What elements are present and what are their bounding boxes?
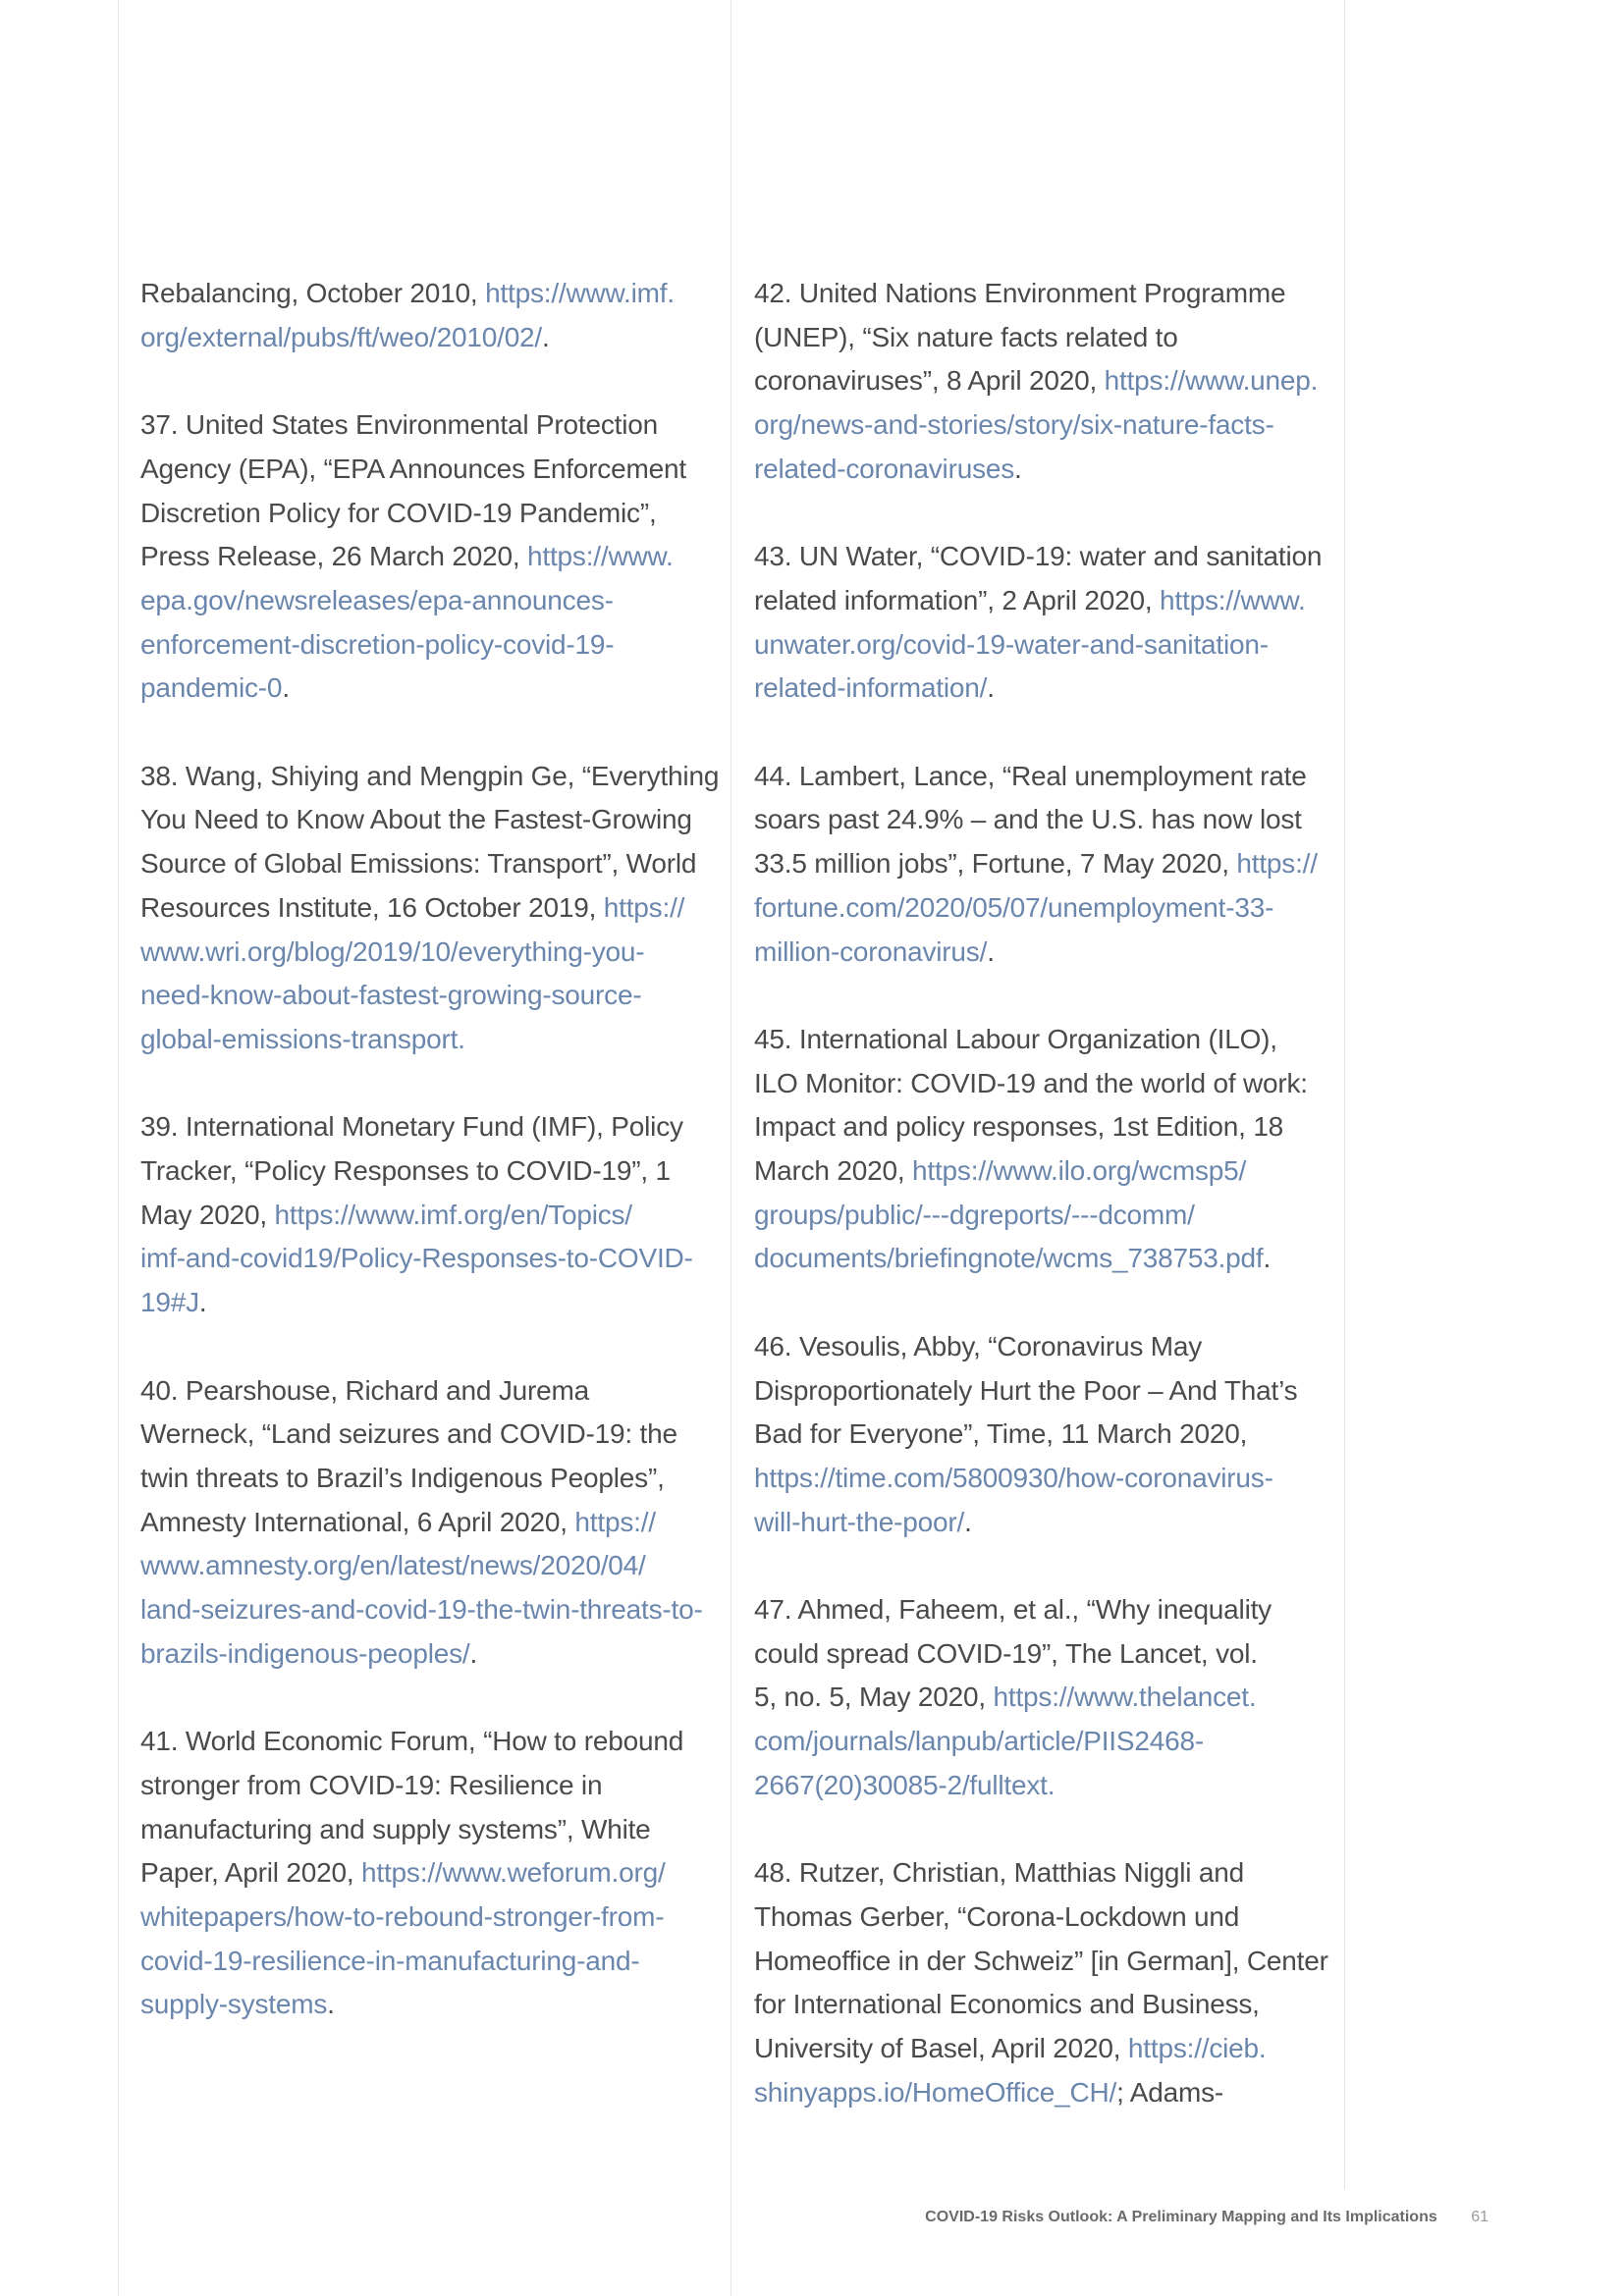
reference-line	[754, 1983, 1348, 2027]
reference-line	[754, 667, 1348, 711]
reference-link[interactable]: https://www.imf.org/en/Topics/	[274, 1199, 632, 1230]
reference-entry	[754, 1588, 1348, 1808]
reference-text: 47. Ahmed, Faheem, et al., “Why inequality	[754, 1594, 1272, 1626]
reference-line	[140, 1896, 734, 1940]
reference-line	[140, 492, 734, 536]
reference-text: Resources Institute, 16 October 2019,	[140, 891, 604, 923]
reference-link[interactable]: documents/briefingnote/wcms_738753.pdf	[754, 1243, 1264, 1274]
reference-text: Thomas Gerber, “Corona-Lockdown und	[754, 1900, 1240, 1932]
reference-text: 37. United States Environmental Protection	[140, 409, 659, 441]
reference-line	[140, 842, 734, 886]
reference-line	[754, 1018, 1348, 1062]
reference-text: ; Adams-	[1116, 2076, 1224, 2108]
reference-entry	[140, 1105, 734, 1325]
reference-text: Paper, April 2020,	[140, 1857, 362, 1889]
reference-text: coronaviruses”, 8 April 2020,	[754, 365, 1105, 397]
reference-text: ILO Monitor: COVID-19 and the world of work:	[754, 1067, 1308, 1098]
reference-link[interactable]: com/journals/lanpub/article/PIIS2468-	[754, 1726, 1204, 1757]
references-right-column	[754, 272, 1348, 2159]
reference-text: could spread COVID-19”, The Lancet, vol.	[754, 1637, 1258, 1669]
reference-line	[754, 1237, 1348, 1281]
reference-entry	[754, 272, 1348, 492]
reference-link[interactable]: fortune.com/2020/05/07/unemployment-33-	[754, 891, 1274, 923]
reference-text: Discretion Policy for COVID-19 Pandemic”,	[140, 497, 657, 528]
reference-line	[754, 1632, 1348, 1677]
reference-text: 48. Rutzer, Christian, Matthias Niggli and	[754, 1857, 1244, 1889]
reference-text: .	[542, 321, 550, 352]
page-footer	[925, 2209, 1489, 2226]
page-number: 61	[1471, 2209, 1489, 2225]
reference-line	[140, 1237, 734, 1281]
reference-line	[140, 1632, 734, 1677]
reference-link[interactable]: groups/public/---dgreports/---dcomm/	[754, 1199, 1195, 1230]
reference-line	[140, 535, 734, 579]
reference-text: 45. International Labour Organization (ILO),	[754, 1023, 1277, 1054]
reference-line	[754, 579, 1348, 623]
reference-line	[140, 667, 734, 711]
reference-line	[754, 1940, 1348, 1984]
reference-line	[754, 1676, 1348, 1720]
reference-text: 40. Pearshouse, Richard and Jurema	[140, 1374, 590, 1406]
reference-line	[140, 1281, 734, 1325]
reference-link[interactable]: need-know-about-fastest-growing-source-	[140, 980, 642, 1011]
reference-line	[754, 359, 1348, 403]
reference-link[interactable]: will-hurt-the-poor/	[754, 1506, 965, 1537]
reference-line	[140, 1940, 734, 1984]
reference-line	[754, 316, 1348, 360]
reference-entry	[140, 272, 734, 359]
reference-text: stronger from COVID-19: Resilience in	[140, 1769, 603, 1800]
reference-text: 42. United Nations Environment Programme	[754, 278, 1286, 308]
reference-text: Agency (EPA), “EPA Announces Enforcement	[140, 453, 686, 484]
reference-text: 33.5 million jobs”, Fortune, 7 May 2020,	[754, 848, 1237, 880]
reference-link[interactable]: https://www.	[1160, 584, 1306, 615]
reference-text: twin threats to Brazil’s Indigenous Peoples”,	[140, 1462, 665, 1493]
reference-line	[754, 535, 1348, 579]
reference-link[interactable]: https://www.unep.	[1104, 365, 1319, 397]
reference-line	[754, 1764, 1348, 1808]
reference-link[interactable]: unwater.org/covid-19-water-and-sanitation-	[754, 628, 1269, 660]
reference-text: 46. Vesoulis, Abby, “Coronavirus May	[754, 1330, 1203, 1362]
reference-line	[140, 1764, 734, 1808]
reference-text: You Need to Know About the Fastest-Growing	[140, 804, 692, 835]
reference-line	[754, 1501, 1348, 1545]
reference-line	[140, 1588, 734, 1632]
reference-text: Werneck, “Land seizures and COVID-19: the	[140, 1418, 677, 1450]
reference-link[interactable]: org/external/pubs/ft/weo/2010/02/	[140, 321, 543, 352]
reference-text: .	[1263, 1243, 1272, 1274]
reference-line	[754, 931, 1348, 975]
reference-entry	[140, 1720, 734, 2027]
reference-text: .	[198, 1287, 207, 1318]
reference-line	[140, 272, 734, 316]
reference-link[interactable]: https://www.weforum.org/	[361, 1857, 666, 1889]
reference-link[interactable]: https://cieb.	[1127, 2033, 1267, 2064]
reference-line	[140, 448, 734, 492]
reference-text: .	[964, 1506, 972, 1537]
reference-entry	[754, 1325, 1348, 1545]
reference-link[interactable]: https://www.imf.	[485, 278, 675, 308]
reference-text: 44. Lambert, Lance, “Real unemployment rate	[754, 760, 1307, 791]
reference-text: Amnesty International, 6 April 2020,	[140, 1506, 575, 1537]
reference-text: Impact and policy responses, 1st Edition, 18	[754, 1111, 1284, 1143]
reference-link[interactable]: https://time.com/5800930/how-coronavirus-	[754, 1462, 1273, 1493]
reference-link[interactable]: https://	[574, 1506, 656, 1537]
reference-line	[754, 1105, 1348, 1149]
reference-link[interactable]: https://www.	[527, 541, 674, 572]
reference-line	[140, 403, 734, 448]
reference-link[interactable]: whitepapers/how-to-rebound-stronger-from-	[140, 1900, 665, 1932]
reference-text: Bad for Everyone”, Time, 11 March 2020,	[754, 1418, 1248, 1450]
reference-link[interactable]: org/news-and-stories/story/six-nature-facts-	[754, 409, 1274, 441]
reference-link[interactable]: pandemic-0	[140, 672, 283, 704]
reference-link[interactable]: imf-and-covid19/Policy-Responses-to-COVID-	[140, 1243, 693, 1274]
reference-line	[140, 623, 734, 667]
reference-text: University of Basel, April 2020,	[754, 2033, 1128, 2064]
reference-text: for International Economics and Business,	[754, 1989, 1260, 2020]
reference-link[interactable]: global-emissions-transport.	[140, 1023, 465, 1054]
reference-link[interactable]: million-coronavirus/	[754, 935, 988, 967]
reference-text: March 2020,	[754, 1155, 913, 1187]
footer-title: COVID-19 Risks Outlook: A Preliminary Mapping and Its Implications	[925, 2209, 1437, 2225]
reference-line	[140, 1720, 734, 1764]
reference-line	[140, 1105, 734, 1149]
reference-line	[754, 1851, 1348, 1896]
reference-line	[754, 886, 1348, 931]
reference-text: 5, no. 5, May 2020,	[754, 1682, 994, 1713]
reference-line	[140, 1194, 734, 1238]
reference-line	[140, 1018, 734, 1062]
reference-link[interactable]: https://	[1236, 848, 1318, 880]
reference-line	[754, 1194, 1348, 1238]
reference-link[interactable]: supply-systems	[140, 1989, 328, 2020]
reference-line	[754, 1896, 1348, 1940]
reference-line	[754, 623, 1348, 667]
reference-line	[754, 798, 1348, 842]
reference-link[interactable]: related-coronaviruses	[754, 453, 1015, 484]
reference-line	[754, 842, 1348, 886]
reference-line	[754, 1588, 1348, 1632]
reference-text: manufacturing and supply systems”, White	[140, 1813, 651, 1844]
reference-text: .	[469, 1637, 478, 1669]
reference-text: Press Release, 26 March 2020,	[140, 541, 527, 572]
reference-text: .	[327, 1989, 335, 2020]
reference-entry	[754, 1851, 1348, 2114]
reference-line	[140, 1501, 734, 1545]
reference-entry	[140, 1369, 734, 1677]
references-left-column	[140, 272, 734, 2071]
reference-link[interactable]: www.wri.org/blog/2019/10/everything-you-	[140, 935, 645, 967]
reference-line	[754, 272, 1348, 316]
reference-entry	[754, 535, 1348, 711]
reference-line	[754, 1149, 1348, 1194]
reference-line	[140, 755, 734, 799]
reference-line	[140, 1369, 734, 1414]
reference-text: 38. Wang, Shiying and Mengpin Ge, “Everything	[140, 760, 720, 791]
reference-text: Source of Global Emissions: Transport”, World	[140, 848, 697, 880]
reference-text: .	[1014, 453, 1022, 484]
reference-link[interactable]: covid-19-resilience-in-manufacturing-and-	[140, 1945, 640, 1976]
reference-line	[754, 755, 1348, 799]
reference-text: 43. UN Water, “COVID-19: water and sanitation	[754, 541, 1323, 572]
reference-link[interactable]: brazils-indigenous-peoples/	[140, 1637, 470, 1669]
reference-line	[754, 1720, 1348, 1764]
reference-text: Tracker, “Policy Responses to COVID-19”, 1	[140, 1155, 671, 1187]
reference-text: Rebalancing, October 2010,	[140, 278, 486, 308]
reference-line	[140, 886, 734, 931]
reference-line	[140, 316, 734, 360]
reference-text: .	[282, 672, 290, 704]
reference-link[interactable]: 2667(20)30085-2/fulltext.	[754, 1769, 1056, 1800]
reference-text: soars past 24.9% – and the U.S. has now lost	[754, 804, 1302, 835]
reference-text: (UNEP), “Six nature facts related to	[754, 321, 1178, 352]
reference-text: related information”, 2 April 2020,	[754, 584, 1161, 615]
reference-line	[140, 579, 734, 623]
reference-link[interactable]: 19#J	[140, 1287, 199, 1318]
reference-entry	[140, 755, 734, 1062]
reference-link[interactable]: enforcement-discretion-policy-covid-19-	[140, 628, 615, 660]
reference-link[interactable]: land-seizures-and-covid-19-the-twin-threats-to-	[140, 1594, 703, 1626]
reference-line	[140, 798, 734, 842]
reference-text: Homeoffice in der Schweiz” [in German], Center	[754, 1945, 1328, 1976]
reference-text: .	[987, 935, 995, 967]
reference-text: 41. World Economic Forum, “How to rebound	[140, 1726, 684, 1757]
reference-link[interactable]: https://www.thelancet.	[993, 1682, 1257, 1713]
reference-entry	[754, 755, 1348, 975]
reference-text: Disproportionately Hurt the Poor – And That’s	[754, 1374, 1298, 1406]
column-rule-left	[118, 0, 119, 2296]
reference-line	[754, 1369, 1348, 1414]
reference-line	[754, 1457, 1348, 1501]
reference-line	[754, 403, 1348, 448]
reference-link[interactable]: https://	[603, 891, 685, 923]
reference-link[interactable]: related-information/	[754, 672, 988, 704]
reference-link[interactable]: shinyapps.io/HomeOffice_CH/	[754, 2076, 1117, 2108]
reference-line	[140, 1851, 734, 1896]
reference-line	[140, 1983, 734, 2027]
reference-line	[754, 2027, 1348, 2071]
reference-line	[754, 1062, 1348, 1106]
reference-text: May 2020,	[140, 1199, 275, 1230]
reference-line	[140, 1457, 734, 1501]
reference-text: 39. International Monetary Fund (IMF), Policy	[140, 1111, 683, 1143]
reference-text: .	[987, 672, 995, 704]
reference-line	[140, 1544, 734, 1588]
reference-link[interactable]: https://www.ilo.org/wcmsp5/	[912, 1155, 1247, 1187]
reference-line	[754, 1413, 1348, 1457]
reference-link[interactable]: epa.gov/newsreleases/epa-announces-	[140, 584, 614, 615]
reference-line	[140, 1808, 734, 1852]
reference-link[interactable]: www.amnesty.org/en/latest/news/2020/04/	[140, 1550, 646, 1581]
reference-line	[140, 931, 734, 975]
reference-entry	[140, 403, 734, 711]
reference-entry	[754, 1018, 1348, 1281]
reference-line	[140, 1413, 734, 1457]
reference-line	[754, 1325, 1348, 1369]
reference-line	[754, 2071, 1348, 2115]
reference-line	[140, 974, 734, 1018]
reference-line	[754, 448, 1348, 492]
reference-line	[140, 1149, 734, 1194]
